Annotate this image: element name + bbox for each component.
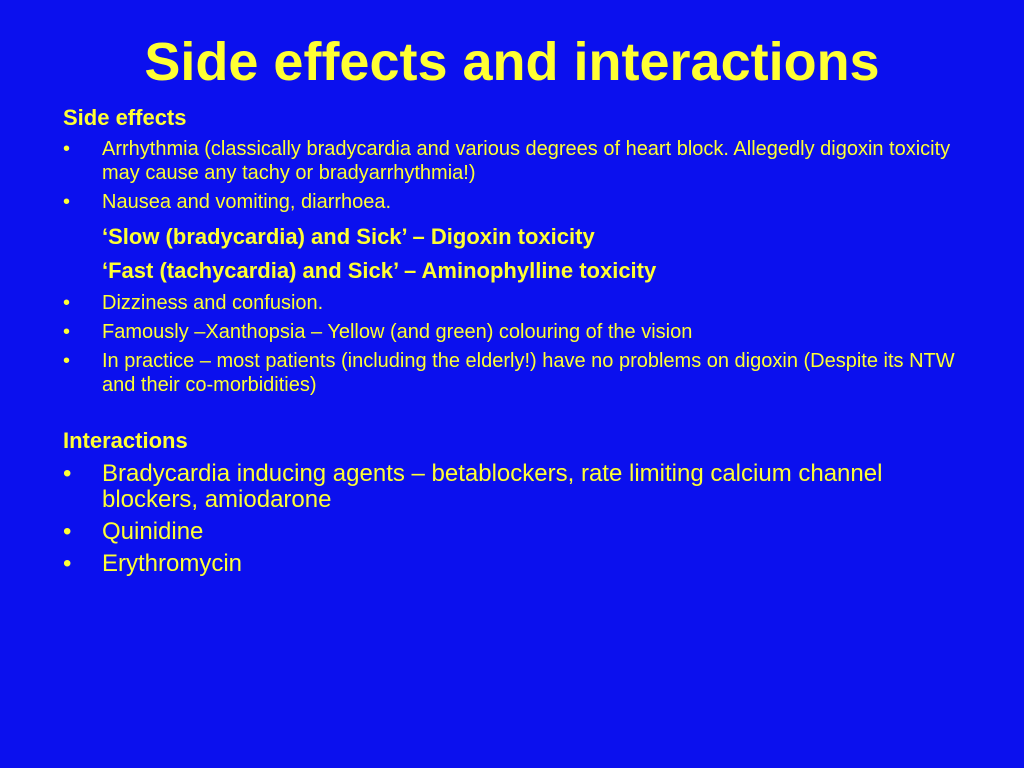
list-item <box>63 137 963 185</box>
list-item-text: Quinidine <box>102 518 204 545</box>
bullet-icon: • <box>63 138 71 160</box>
list-item <box>63 551 963 577</box>
list-item <box>63 519 963 545</box>
list-item-text: Bradycardia inducing agents – betablockers, rate limiting calcium channel blockers, amiodarone <box>102 460 883 513</box>
list-item-text: Arrhythmia (classically bradycardia and various degrees of heart block. Allegedly digoxin toxicity may cause any tachy or bradyarrhythmia!) <box>102 138 951 184</box>
bullet-icon: • <box>63 191 71 213</box>
bullet-icon: • <box>63 550 72 577</box>
bullet-icon: • <box>63 350 71 372</box>
side-effects-list-continued <box>63 291 963 397</box>
list-item-text: Erythromycin <box>102 550 243 577</box>
list-item <box>63 320 963 344</box>
bullet-icon: • <box>63 292 71 314</box>
side-effects-heading: Side effects <box>63 105 187 130</box>
list-item <box>63 349 963 397</box>
bullet-icon: • <box>63 460 72 487</box>
interactions-heading: Interactions <box>63 428 188 453</box>
bullet-icon: • <box>63 518 72 545</box>
list-item <box>63 291 963 315</box>
list-item-text: Famously –Xanthopsia – Yellow (and green) colouring of the vision <box>102 321 693 343</box>
list-item-text: Dizziness and confusion. <box>102 292 324 314</box>
slide-content <box>63 104 963 577</box>
list-item <box>63 461 963 513</box>
slide-title: Side effects and interactions <box>144 32 880 92</box>
emphasis-line-digoxin: ‘Slow (bradycardia) and Sick’ – Digoxin toxicity <box>102 224 595 249</box>
interactions-list <box>63 461 963 577</box>
list-item-text: In practice – most patients (including the elderly!) have no problems on digoxin (Despite its NTW and their co-morbidities) <box>102 350 955 396</box>
bullet-icon: • <box>63 321 71 343</box>
list-item-text: Nausea and vomiting, diarrhoea. <box>102 191 392 213</box>
list-item <box>63 190 963 214</box>
side-effects-list <box>63 137 963 214</box>
emphasis-line-aminophylline: ‘Fast (tachycardia) and Sick’ – Aminophylline toxicity <box>102 258 657 283</box>
